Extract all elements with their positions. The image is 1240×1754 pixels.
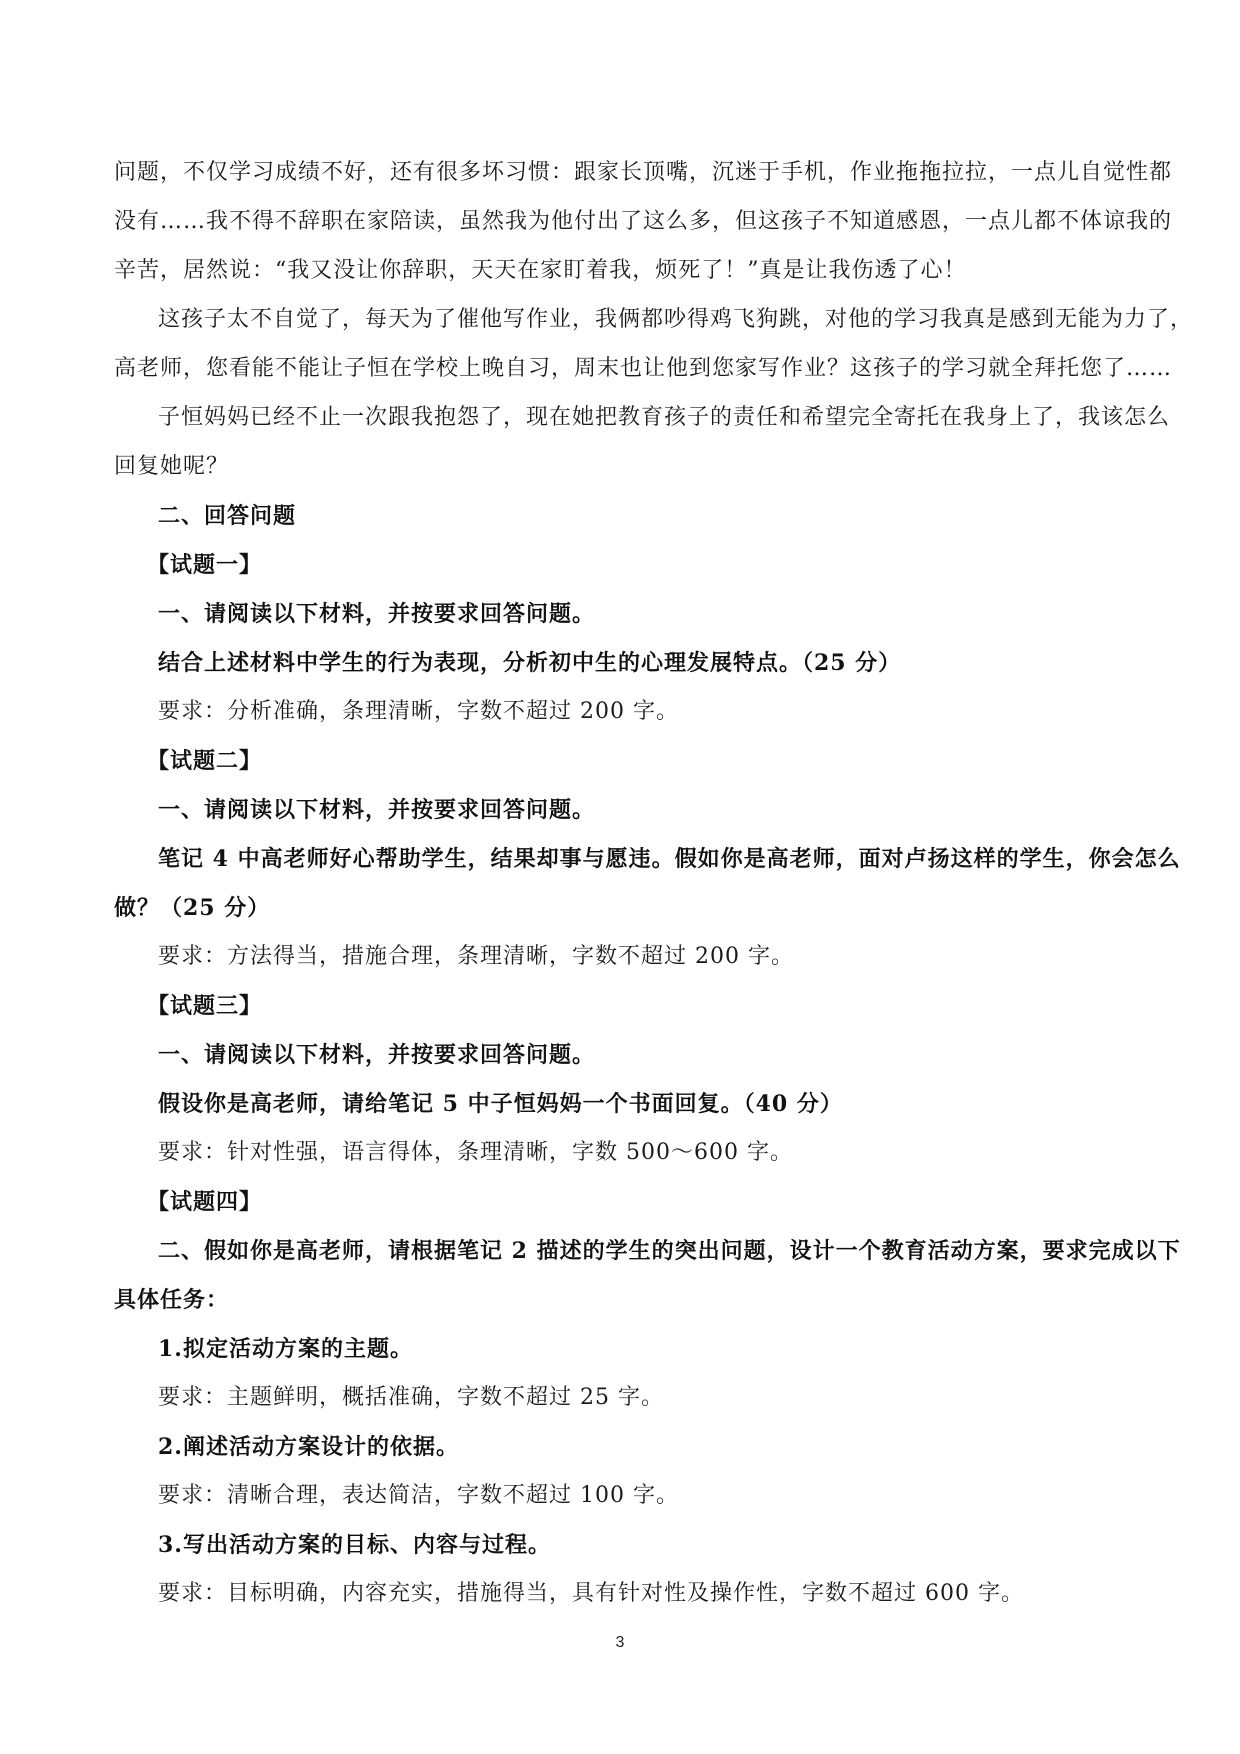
q4-task-2-label: 2.阐述活动方案设计的依据。 [158, 1434, 459, 1460]
intro-p1-line-1: 问题，不仅学习成绩不好，还有很多坏习惯：跟家长顶嘴，沉迷于手机，作业拖拖拉拉，一点儿自觉性都 [114, 160, 1173, 185]
q2-requirement: 要求：方法得当，措施合理，条理清晰，字数不超过 200 字。 [158, 944, 794, 969]
q2-instruction: 一、请阅读以下材料，并按要求回答问题。 [158, 797, 596, 823]
q3-title: 【试题三】 [147, 993, 263, 1019]
intro-p2-line-1: 这孩子太不自觉了，每天为了催他写作业，我俩都吵得鸡飞狗跳，对他的学习我真是感到无能为力了， [158, 307, 1194, 332]
q4-instruction-line-2: 具体任务： [114, 1287, 230, 1313]
intro-p2-line-2: 高老师，您看能不能让子恒在学校上晚自习，周末也让他到您家写作业？这孩子的学习就全拜托您了…… [114, 356, 1173, 381]
q1-question: 结合上述材料中学生的行为表现，分析初中生的心理发展特点。（25 分） [158, 650, 902, 676]
intro-p3-line-1: 子恒妈妈已经不止一次跟我抱怨了，现在她把教育孩子的责任和希望完全寄托在我身上了，我该怎么 [158, 405, 1171, 430]
q2-title: 【试题二】 [147, 748, 263, 774]
q3-instruction: 一、请阅读以下材料，并按要求回答问题。 [158, 1042, 596, 1068]
q4-task-3-label: 3.写出活动方案的目标、内容与过程。 [158, 1532, 551, 1558]
q1-instruction: 一、请阅读以下材料，并按要求回答问题。 [158, 601, 596, 627]
q4-task-2-requirement: 要求：清晰合理，表达简洁，字数不超过 100 字。 [158, 1483, 679, 1508]
intro-p3-line-2: 回复她呢？ [114, 454, 230, 479]
q4-task-1-label: 1.拟定活动方案的主题。 [158, 1336, 413, 1362]
q2-question-line-2: 做？（25 分） [114, 895, 271, 921]
section-heading: 二、回答问题 [158, 503, 297, 529]
q1-requirement: 要求：分析准确，条理清晰，字数不超过 200 字。 [158, 699, 679, 724]
intro-p1-line-3: 辛苦，居然说：“我又没让你辞职，天天在家盯着我，烦死了！”真是让我伤透了心！ [114, 258, 967, 283]
q3-requirement: 要求：针对性强，语言得体，条理清晰，字数 500～600 字。 [158, 1140, 793, 1165]
q4-instruction-line-1: 二、假如你是高老师，请根据笔记 2 描述的学生的突出问题，设计一个教育活动方案，要求完成以下 [158, 1238, 1181, 1264]
q1-title: 【试题一】 [147, 552, 263, 578]
page-number: 3 [615, 1634, 625, 1651]
q4-task-1-requirement: 要求：主题鲜明，概括准确，字数不超过 25 字。 [158, 1385, 664, 1410]
q4-task-3-requirement: 要求：目标明确，内容充实，措施得当，具有针对性及操作性，字数不超过 600 字。 [158, 1581, 1024, 1606]
q3-question: 假设你是高老师，请给笔记 5 中子恒妈妈一个书面回复。（40 分） [158, 1091, 843, 1117]
q2-question-line-1: 笔记 4 中高老师好心帮助学生，结果却事与愿违。假如你是高老师，面对卢扬这样的学生，你会怎么 [158, 846, 1181, 872]
intro-p1-line-2: 没有……我不得不辞职在家陪读，虽然我为他付出了这么多，但这孩子不知道感恩，一点儿都不体谅我的 [114, 209, 1173, 234]
q4-title: 【试题四】 [147, 1189, 263, 1215]
